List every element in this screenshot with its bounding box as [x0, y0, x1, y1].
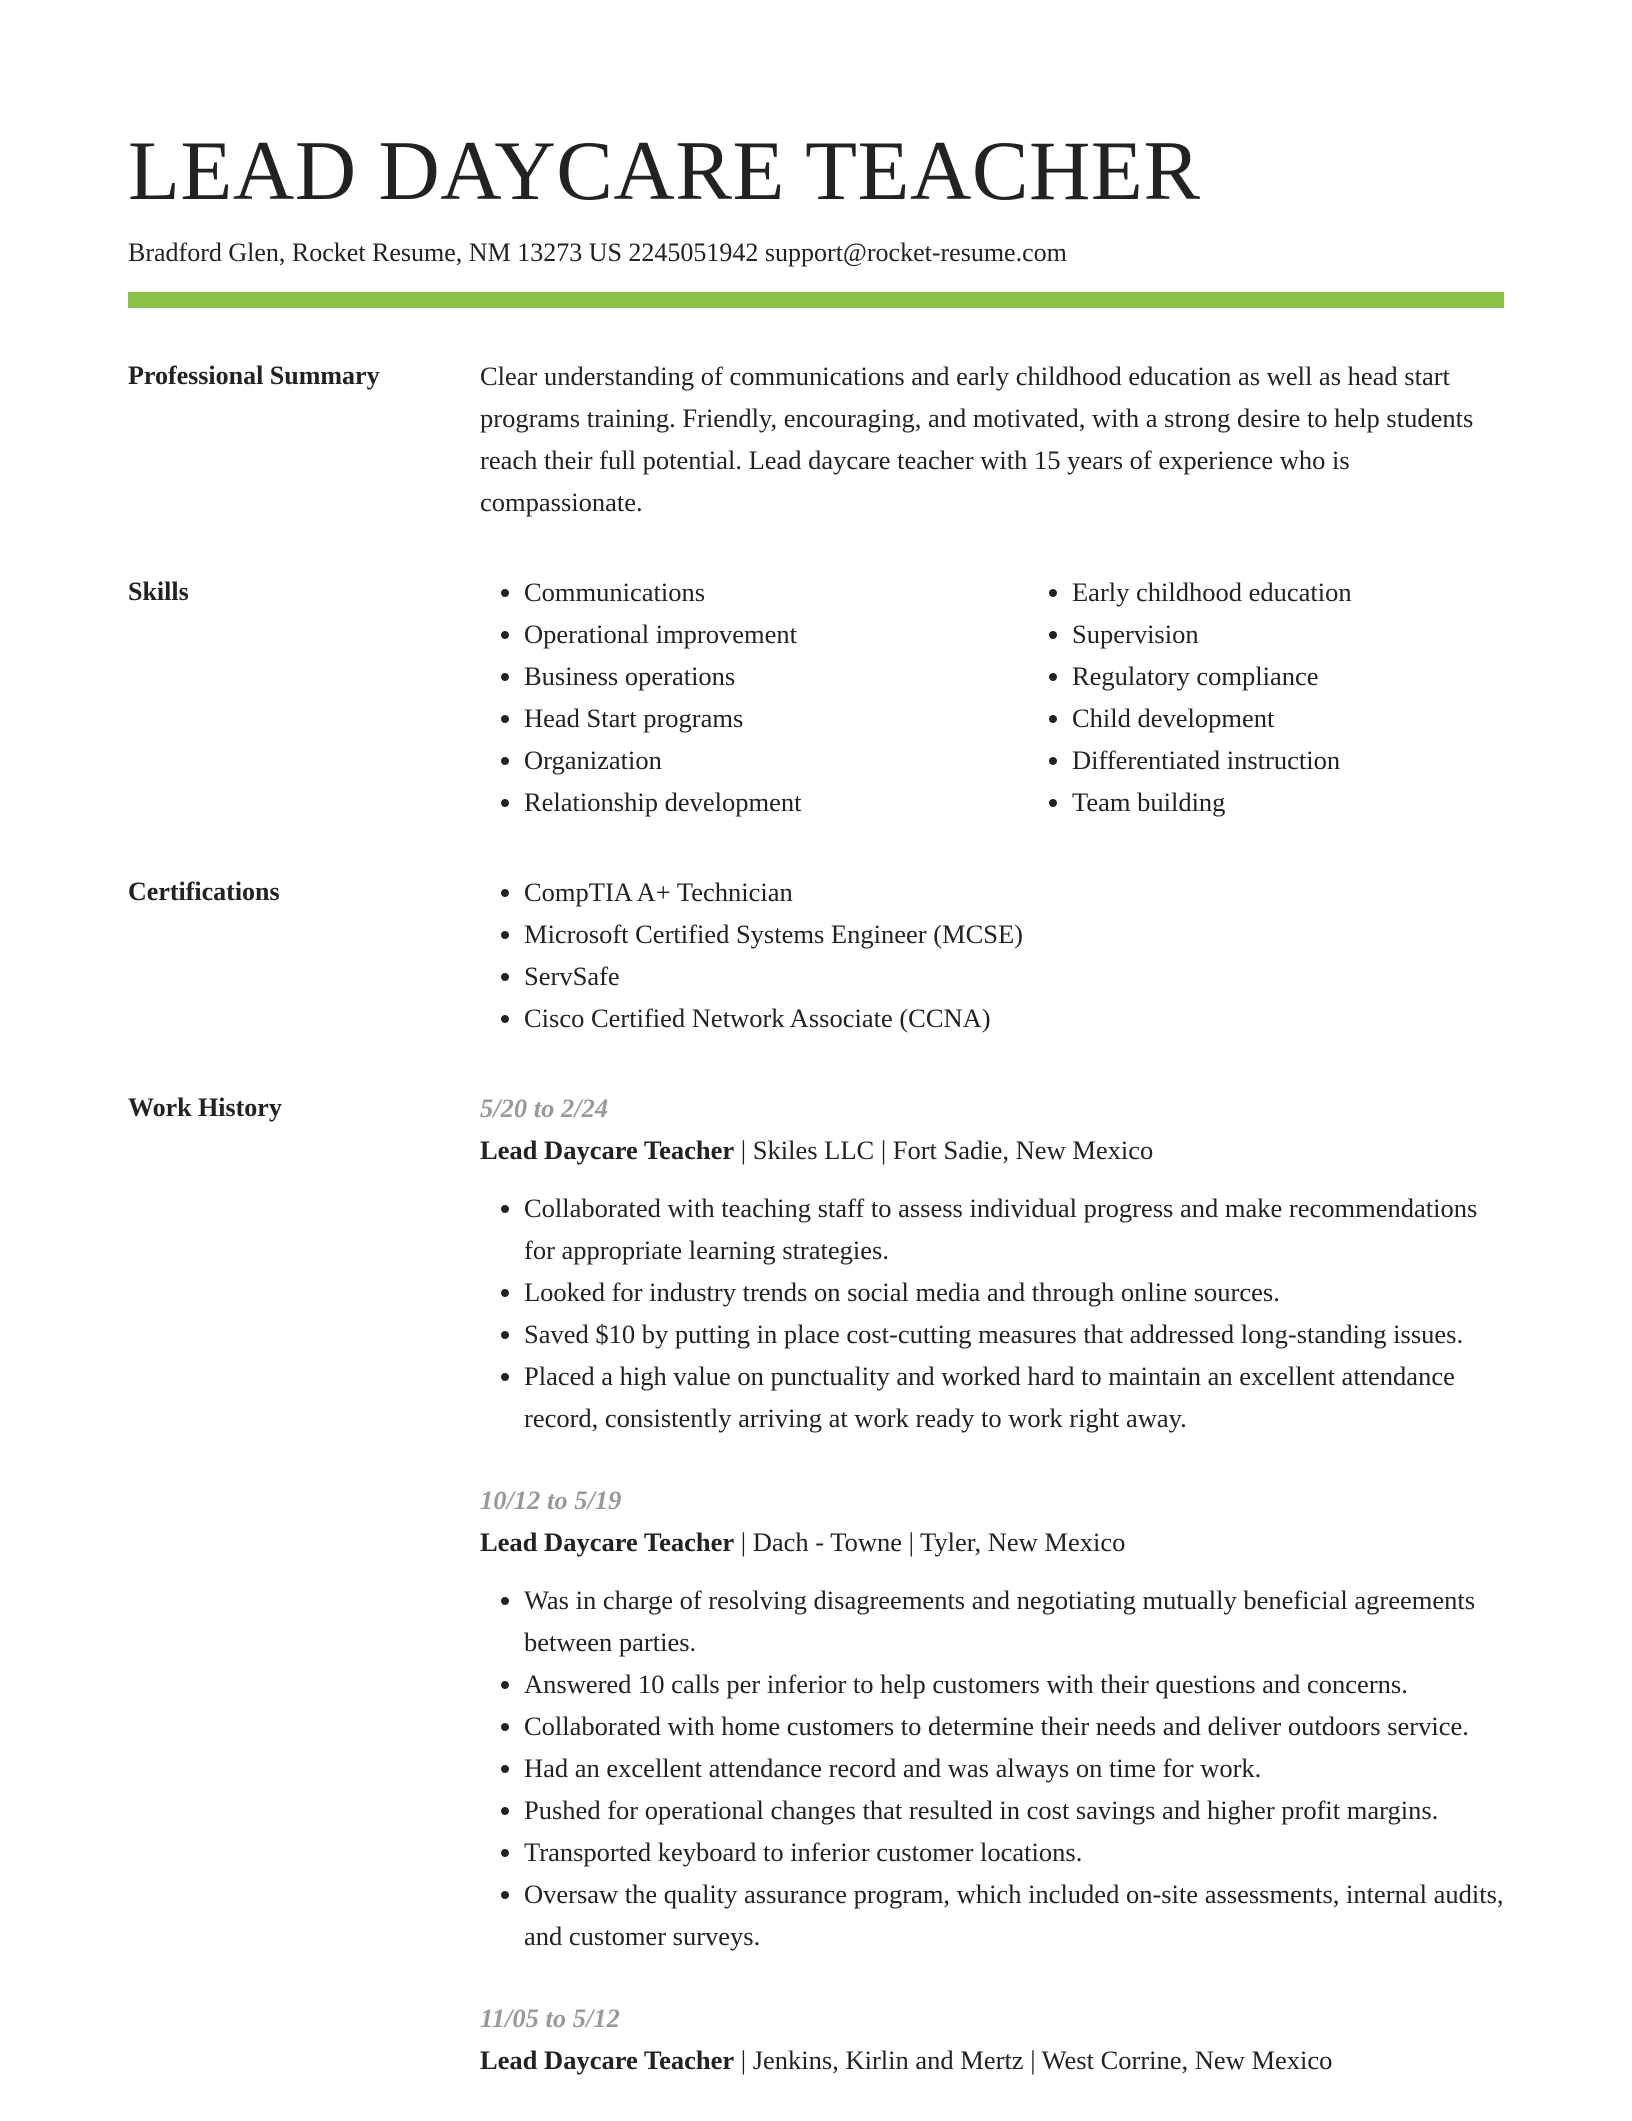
job-bullet: • Collaborated with home customers to determine their needs and deliver outdoors service.	[524, 1705, 1504, 1747]
job-employer-location: | Jenkins, Kirlin and Mertz | West Corrine, New Mexico	[734, 2045, 1333, 2075]
skill-item: • Supervision	[1072, 613, 1576, 655]
job-bullet: • Collaborated with teaching staff to assess individual progress and make recommendations for appropriate learning strategies.	[524, 1187, 1504, 1271]
skill-item: • Operational improvement	[524, 613, 1028, 655]
skill-item: • Team building	[1072, 781, 1576, 823]
job-dates: 11/05 to 5/12	[480, 2003, 620, 2033]
job-dates: 5/20 to 2/24	[480, 1093, 609, 1123]
skill-item: • Child development	[1072, 697, 1576, 739]
job-heading	[480, 1129, 1504, 1171]
summary-text: Clear understanding of communications and early childhood education as well as head start programs training. Friendly, encouraging, and motivated, with a strong desire to help students reach their full potential. Lead daycare teacher with 15 years of experience who is compassionate.	[480, 361, 1474, 517]
skill-item: • Head Start programs	[524, 697, 1028, 739]
job-employer-location: | Skiles LLC | Fort Sadie, New Mexico	[734, 1135, 1154, 1165]
skills-list-right	[1028, 571, 1576, 823]
job-entry	[480, 1479, 1504, 1957]
skill-item: • Business operations	[524, 655, 1028, 697]
certification-item: • Microsoft Certified Systems Engineer (MCSE)	[524, 913, 1504, 955]
resume-name: LEAD DAYCARE TEACHER	[128, 124, 1201, 218]
job-bullet: • Transported keyboard to inferior customer locations.	[524, 1831, 1504, 1873]
section-title: Certifications	[128, 877, 280, 906]
job-title: Lead Daycare Teacher	[480, 2045, 735, 2075]
job-bullet: • Answered 10 calls per inferior to help customers with their questions and concerns.	[524, 1663, 1504, 1705]
section-title: Work History	[128, 1093, 282, 1122]
skill-item: • Communications	[524, 571, 1028, 613]
job-bullet: • Had an excellent attendance record and was always on time for work.	[524, 1747, 1504, 1789]
job-bullets	[480, 1579, 1504, 1957]
skills-section	[128, 571, 1504, 823]
job-title: Lead Daycare Teacher	[480, 1527, 735, 1557]
certification-item: • Cisco Certified Network Associate (CCNA)	[524, 997, 1504, 1039]
section-title: Skills	[128, 577, 189, 606]
job-heading	[480, 1521, 1504, 1563]
job-bullet: • Saved $10 by putting in place cost-cutting measures that addressed long-standing issues.	[524, 1313, 1504, 1355]
work-history-section	[128, 1087, 1504, 2121]
certification-item: • CompTIA A+ Technician	[524, 871, 1504, 913]
section-title: Professional Summary	[128, 361, 380, 390]
job-bullet: • Oversaw the quality assurance program, which included on-site assessments, internal audits, and customer surveys.	[524, 1873, 1504, 1957]
job-bullet: • Was in charge of resolving disagreements and negotiating mutually beneficial agreements between parties.	[524, 1579, 1504, 1663]
job-dates: 10/12 to 5/19	[480, 1485, 622, 1515]
job-bullet: • Pushed for operational changes that resulted in cost savings and higher profit margins.	[524, 1789, 1504, 1831]
job-bullets	[480, 1187, 1504, 1439]
certifications-section	[128, 871, 1504, 1039]
skills-list-left	[480, 571, 1028, 823]
job-bullet: • Looked for industry trends on social media and through online sources.	[524, 1271, 1504, 1313]
certifications-list	[480, 871, 1504, 1039]
header-divider	[128, 292, 1504, 308]
job-title: Lead Daycare Teacher	[480, 1135, 735, 1165]
contact-info: Bradford Glen, Rocket Resume, NM 13273 US 2245051942 support@rocket-resume.com	[128, 238, 1067, 267]
job-entry	[480, 1087, 1504, 1439]
certification-item: • ServSafe	[524, 955, 1504, 997]
job-employer-location: | Dach - Towne | Tyler, New Mexico	[734, 1527, 1126, 1557]
skill-item: • Differentiated instruction	[1072, 739, 1576, 781]
skill-item: • Organization	[524, 739, 1028, 781]
job-bullet: • Placed a high value on punctuality and worked hard to maintain an excellent attendance record, consistently arriving at work ready to work right away.	[524, 1355, 1504, 1439]
summary-section	[128, 355, 1504, 523]
skill-item: • Regulatory compliance	[1072, 655, 1576, 697]
skill-item: • Early childhood education	[1072, 571, 1576, 613]
skill-item: • Relationship development	[524, 781, 1028, 823]
job-entry	[480, 1997, 1504, 2081]
job-heading	[480, 2039, 1504, 2081]
